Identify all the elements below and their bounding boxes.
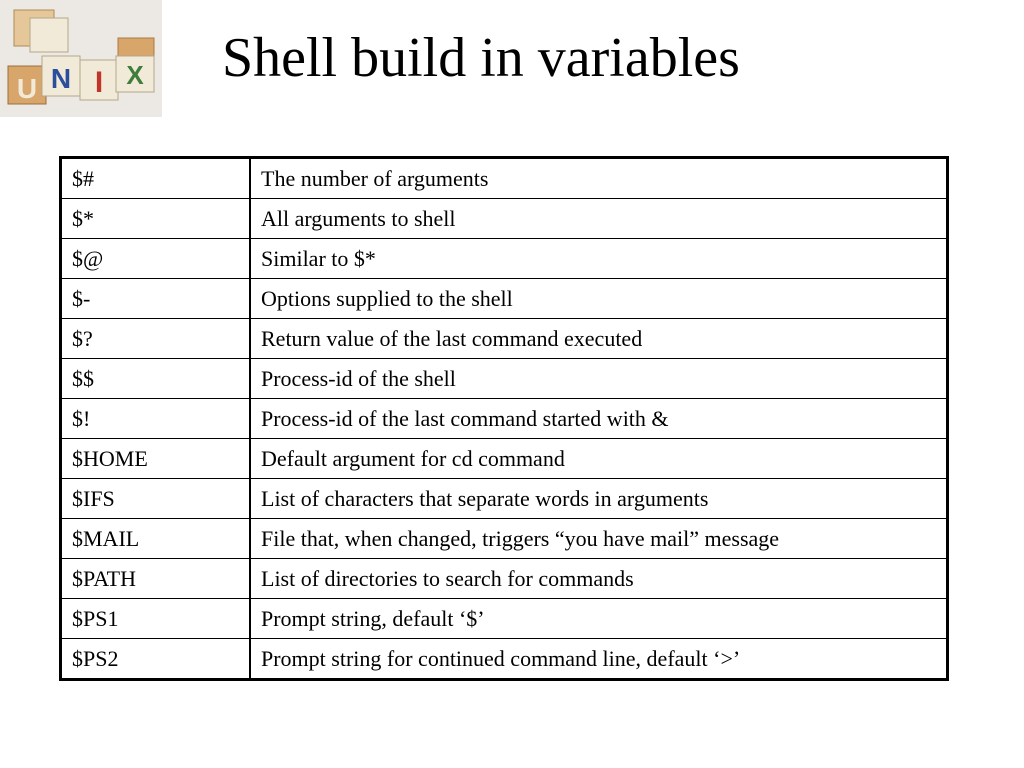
- variable-cell: $?: [61, 319, 251, 359]
- variables-table-wrapper: [59, 156, 949, 681]
- description-cell: Prompt string for continued command line, default ‘>’: [250, 639, 948, 680]
- variable-cell: $$: [61, 359, 251, 399]
- table-row: [61, 199, 948, 239]
- variable-cell: $#: [61, 158, 251, 199]
- table-row: [61, 599, 948, 639]
- slide-title: Shell build in variables: [222, 27, 740, 89]
- variable-cell: $@: [61, 239, 251, 279]
- table-row: [61, 279, 948, 319]
- logo-letter-u: U: [16, 73, 38, 104]
- variables-table: [59, 156, 949, 681]
- variable-cell: $HOME: [61, 439, 251, 479]
- variable-cell: $PATH: [61, 559, 251, 599]
- table-row: [61, 559, 948, 599]
- logo-letter-i: I: [94, 66, 104, 99]
- variable-cell: $PS1: [61, 599, 251, 639]
- description-cell: File that, when changed, triggers “you have mail” message: [250, 519, 948, 559]
- variable-cell: $PS2: [61, 639, 251, 680]
- description-cell: Return value of the last command executed: [250, 319, 948, 359]
- description-cell: All arguments to shell: [250, 199, 948, 239]
- variables-table-body: [61, 158, 948, 680]
- table-row: [61, 519, 948, 559]
- variable-cell: $*: [61, 199, 251, 239]
- variable-cell: $MAIL: [61, 519, 251, 559]
- description-cell: Similar to $*: [250, 239, 948, 279]
- description-cell: List of directories to search for commands: [250, 559, 948, 599]
- table-row: [61, 479, 948, 519]
- description-cell: Options supplied to the shell: [250, 279, 948, 319]
- description-cell: The number of arguments: [250, 158, 948, 199]
- table-row: [61, 639, 948, 680]
- table-row: [61, 439, 948, 479]
- description-cell: List of characters that separate words in arguments: [250, 479, 948, 519]
- description-cell: Prompt string, default ‘$’: [250, 599, 948, 639]
- table-row: [61, 158, 948, 199]
- table-row: [61, 319, 948, 359]
- description-cell: Process-id of the shell: [250, 359, 948, 399]
- variable-cell: $!: [61, 399, 251, 439]
- variable-cell: $IFS: [61, 479, 251, 519]
- variable-cell: $-: [61, 279, 251, 319]
- table-row: [61, 239, 948, 279]
- unix-blocks-logo: [0, 0, 162, 117]
- unix-blocks-logo-image: [0, 0, 162, 117]
- table-row: [61, 399, 948, 439]
- description-cell: Default argument for cd command: [250, 439, 948, 479]
- logo-letter-n: N: [50, 63, 72, 94]
- description-cell: Process-id of the last command started with &: [250, 399, 948, 439]
- logo-letter-x: X: [126, 60, 144, 90]
- table-row: [61, 359, 948, 399]
